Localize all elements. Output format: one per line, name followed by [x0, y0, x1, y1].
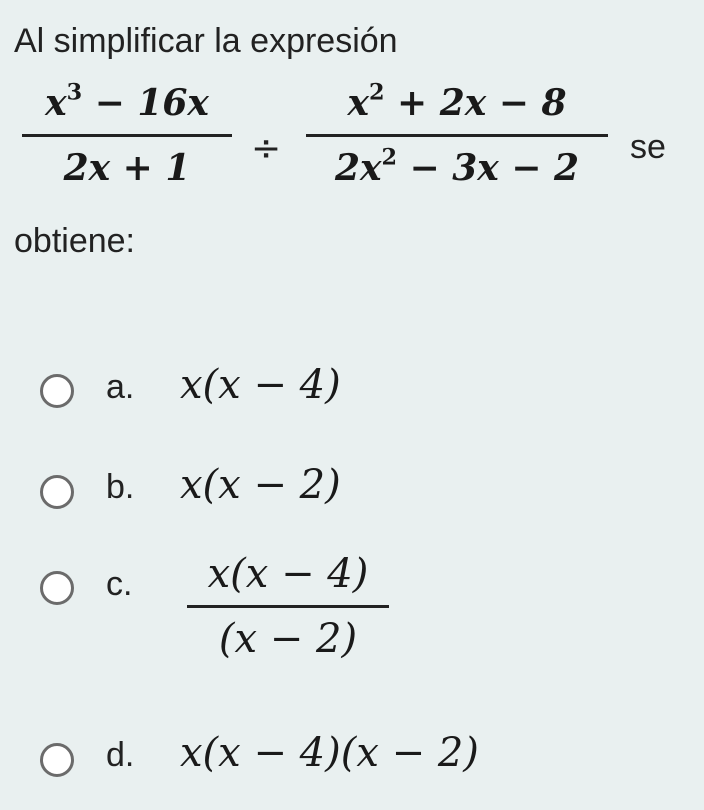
radio-button-a[interactable] [40, 374, 74, 408]
fraction-2-denominator: $2x^2 - 3x - 2$ [334, 144, 580, 189]
fraction-2-bar [306, 134, 608, 137]
option-b-letter: b. [106, 468, 135, 506]
option-d-letter: d. [106, 736, 135, 774]
option-d-expression: x(x − 4)(x − 2) [180, 730, 479, 776]
option-d[interactable] [0, 722, 704, 802]
divide-symbol: ÷ [251, 128, 282, 169]
fraction-1-bar [22, 134, 232, 137]
option-c[interactable] [0, 545, 704, 695]
fraction-2-numerator: $x^2 + 2x - 8$ [347, 79, 567, 124]
option-a-expression: x(x − 4) [180, 362, 341, 408]
fraction-1-numerator: $x^3 - 16x$ [45, 79, 209, 124]
fraction-1-denominator: 2x + 1 [63, 147, 191, 189]
question-intro: Al simplificar la expresión [14, 22, 398, 60]
question-ending: obtiene: [14, 222, 135, 260]
option-b[interactable] [0, 455, 704, 535]
option-b-expression: x(x − 2) [180, 462, 341, 508]
fraction-2 [306, 79, 608, 189]
fraction-1 [22, 79, 232, 189]
option-a[interactable] [0, 350, 704, 430]
radio-button-b[interactable] [40, 475, 74, 509]
option-c-bar [187, 605, 389, 608]
option-c-fraction [187, 551, 389, 662]
radio-button-c[interactable] [40, 571, 74, 605]
option-c-letter: c. [106, 565, 133, 603]
radio-button-d[interactable] [40, 743, 74, 777]
option-c-denominator: (x − 2) [218, 616, 358, 662]
question-suffix: se [630, 128, 666, 166]
option-a-letter: a. [106, 368, 135, 406]
option-c-numerator: x(x − 4) [207, 551, 369, 597]
